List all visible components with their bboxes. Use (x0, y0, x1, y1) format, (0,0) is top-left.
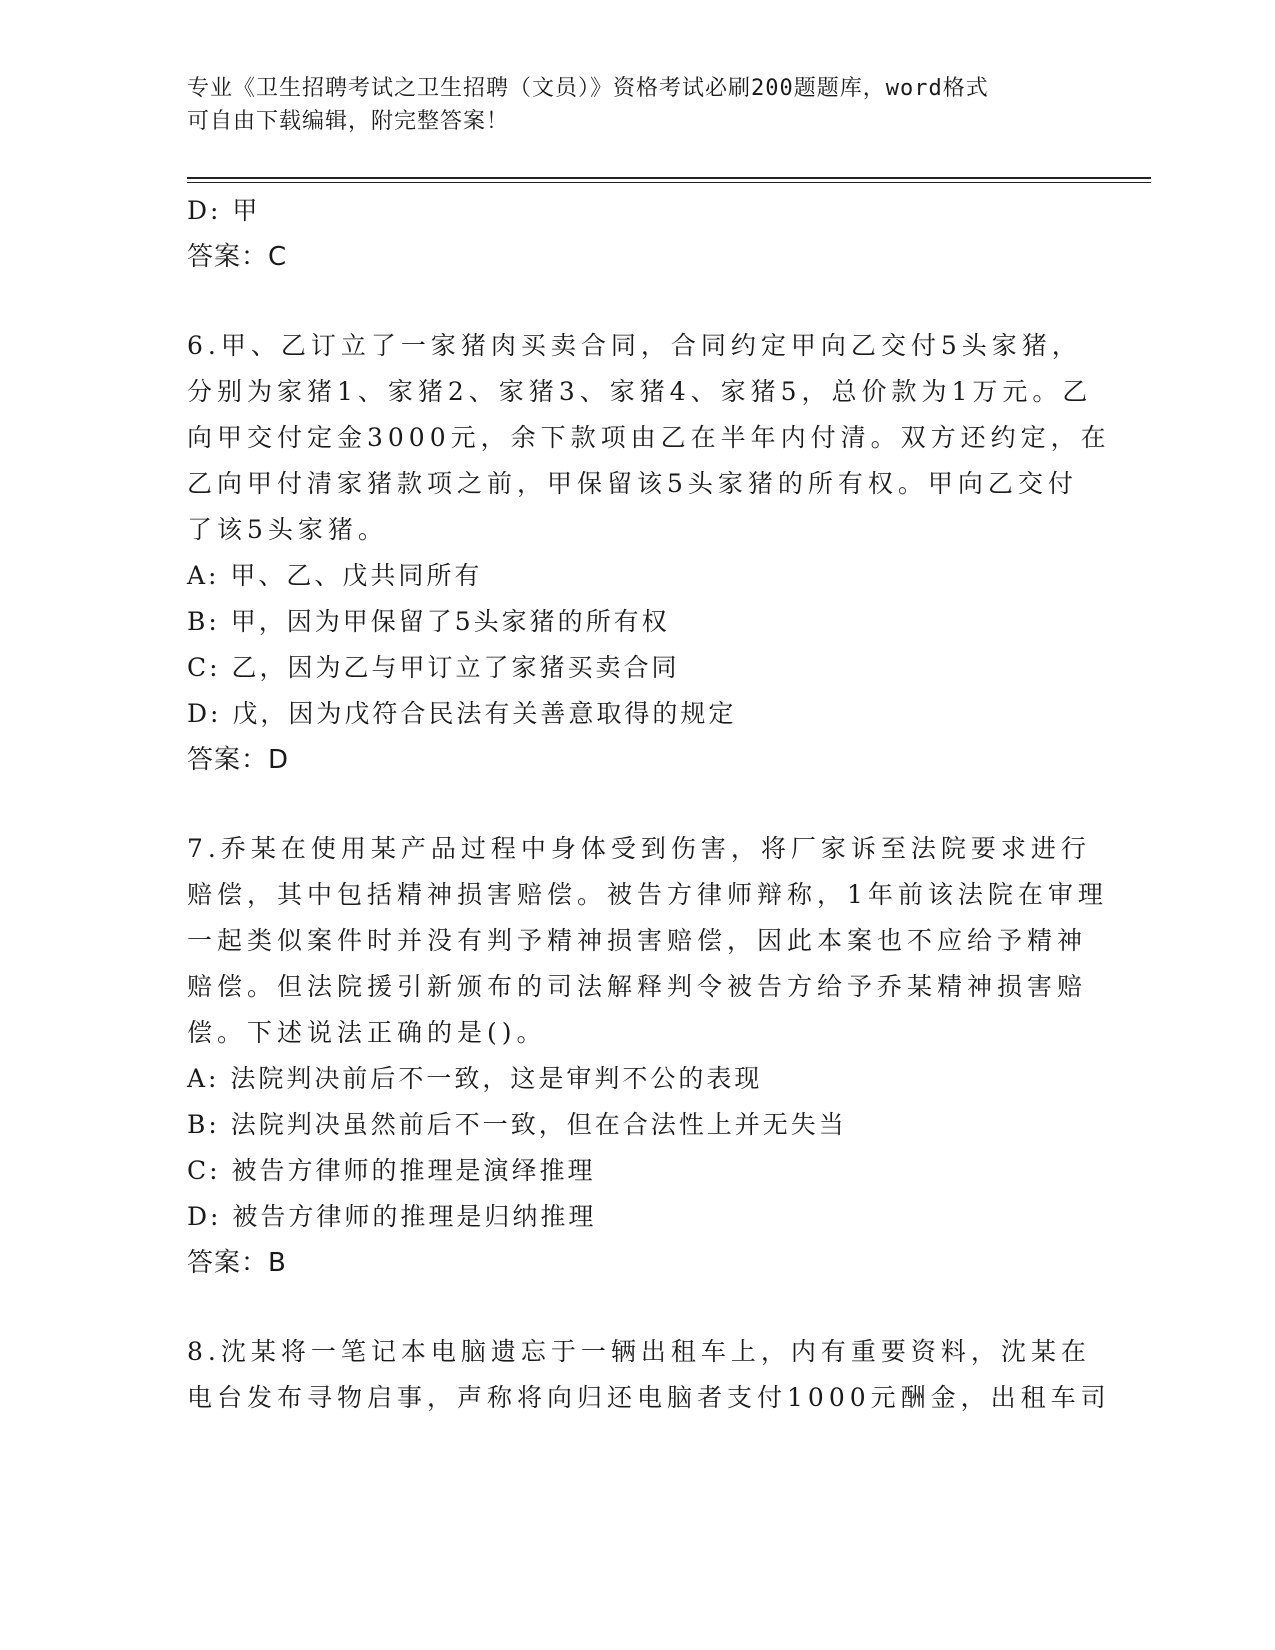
question-list (187, 188, 1111, 1421)
spacer (187, 280, 1087, 323)
q7-option-d: D: 被告方律师的推理是归纳推理 (187, 1202, 597, 1231)
q6-answer: 答案：D (187, 745, 290, 775)
q7-answer: 答案：B (187, 1248, 287, 1278)
q7-stem (187, 826, 1108, 1056)
q6-option-c: C: 乙，因为乙与甲订立了家猪买卖合同 (187, 653, 680, 682)
q7-option-c: C: 被告方律师的推理是演绎推理 (187, 1156, 596, 1185)
document-header (187, 72, 1087, 138)
q5-answer: 答案：C (187, 242, 288, 272)
q7-stem-line: 7.乔某在使用某产品过程中身体受到伤害，将厂家诉至法院要求进行 (187, 834, 1091, 863)
q6-option-d: D: 戊，因为戊符合民法有关善意取得的规定 (187, 699, 737, 728)
header-line-2: 可自由下载编辑，附完整答案！ (187, 109, 510, 134)
q8-stem-line: 8.沈某将一笔记本电脑遗忘于一辆出租车上，内有重要资料，沈某在 (187, 1337, 1091, 1366)
q6-stem (187, 323, 1111, 553)
q7-option-b: B: 法院判决虽然前后不一致，但在合法性上并无失当 (187, 1110, 847, 1139)
q7-stem-line: 赔偿，其中包括精神损害赔偿。被告方律师辩称，1年前该法院在审理 (187, 880, 1108, 909)
q7-stem-line: 偿。下述说法正确的是()。 (187, 1018, 547, 1047)
header-line-1: 专业《卫生招聘考试之卫生招聘（文员）》资格考试必刷200题题库，word格式 (187, 76, 989, 101)
q6-stem-line: 分别为家猪1、家猪2、家猪3、家猪4、家猪5，总价款为1万元。乙 (187, 377, 1093, 406)
q6-option-a: A: 甲、乙、戊共同所有 (187, 561, 483, 590)
q6-stem-line: 乙向甲付清家猪款项之前，甲保留该5头家猪的所有权。甲向乙交付 (187, 469, 1078, 498)
q8-stem (187, 1329, 1111, 1421)
spacer (187, 783, 1087, 826)
q6-option-b: B: 甲，因为甲保留了5头家猪的所有权 (187, 607, 670, 636)
q6-stem-line: 6.甲、乙订立了一家猪肉买卖合同，合同约定甲向乙交付5头家猪， (187, 331, 1082, 360)
q8-stem-line: 电台发布寻物启事，声称将向归还电脑者支付1000元酬金，出租车司 (187, 1383, 1111, 1412)
q7-stem-line: 一起类似案件时并没有判予精神损害赔偿，因此本案也不应给予精神 (187, 926, 1088, 955)
q6-stem-line: 向甲交付定金3000元，余下款项由乙在半年内付清。双方还约定，在 (187, 423, 1111, 452)
q7-stem-line: 赔偿。但法院援引新颁布的司法解释判令被告方给予乔某精神损害赔 (187, 972, 1088, 1001)
header-divider (187, 177, 1151, 183)
spacer (187, 1286, 1087, 1329)
q7-option-a: A: 法院判决前后不一致，这是审判不公的表现 (187, 1064, 763, 1093)
q6-stem-line: 了该5头家猪。 (187, 515, 388, 544)
q5-option-d: D: 甲 (187, 196, 261, 225)
